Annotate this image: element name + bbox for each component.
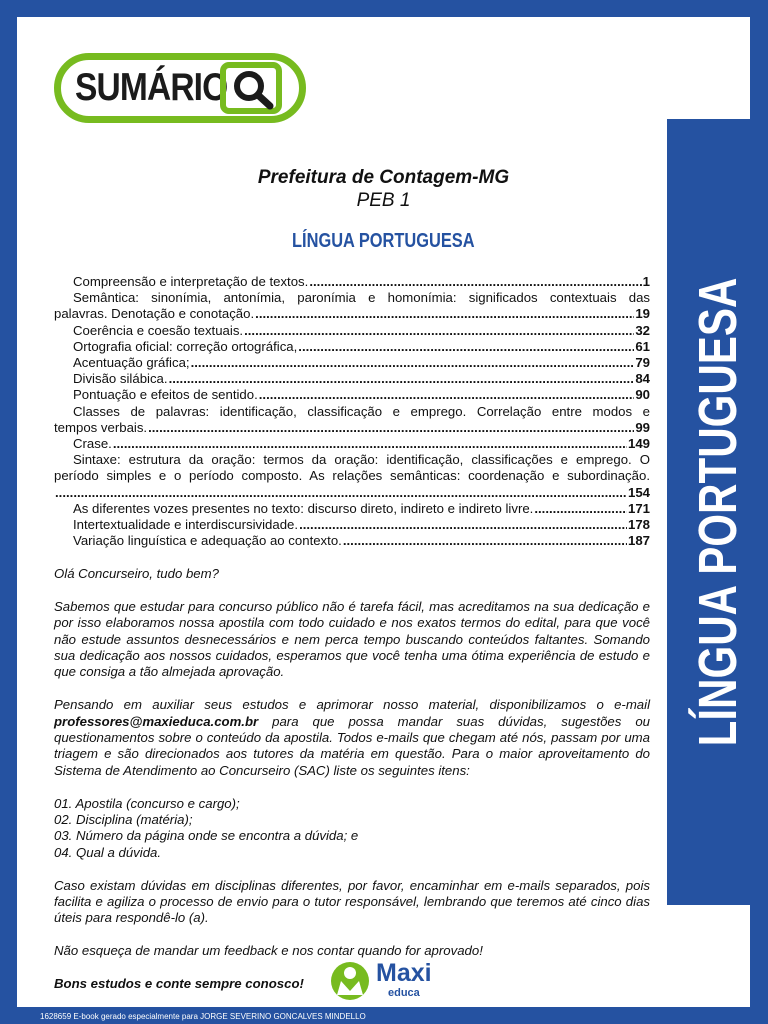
brand-name: Maxi xyxy=(376,959,432,987)
toc-page-number: 187 xyxy=(627,533,650,549)
items-list xyxy=(54,796,650,862)
maxi-educa-logo xyxy=(329,959,439,1003)
toc-page-number: 79 xyxy=(635,355,650,371)
document-title: Prefeitura de Contagem-MG xyxy=(257,167,510,188)
toc-leader xyxy=(309,274,641,290)
toc-entry-label: Compreensão e interpretação de textos. xyxy=(73,274,309,289)
list-item: 03. Número da página onde se encontra a dúvida; e xyxy=(54,828,359,844)
toc-entry-label: Intertextualidade e interdiscursividade. xyxy=(73,517,299,533)
toc-entry-label: Divisão silábica. xyxy=(73,371,168,387)
toc-entry-label: tempos verbais. xyxy=(54,419,148,435)
toc-entry[interactable] xyxy=(54,387,650,403)
list-item: 01. Apostila (concurso e cargo); xyxy=(54,795,240,811)
list-item: 02. Disciplina (matéria); xyxy=(54,812,193,828)
toc-entry[interactable] xyxy=(54,371,650,387)
toc-page-number: 84 xyxy=(635,371,650,387)
toc-leader xyxy=(298,339,634,355)
subject-heading: LÍNGUA PORTUGUESA xyxy=(292,230,475,252)
toc-entry-label: Pontuação e efeitos de sentido. xyxy=(73,387,258,403)
toc-page-number: 149 xyxy=(627,436,650,452)
toc-page-number: 99 xyxy=(635,419,650,435)
toc-page-number: 19 xyxy=(635,306,650,322)
toc-leader xyxy=(55,485,627,501)
paragraph-1: Sabemos que estudar para concurso público não é tarefa fácil, mas acreditamos na sua dedicação e por isso elaboramos nossa apostila com todo cuidado e nos exatos termos do edital, para que você não estude assuntos desnecessários e nem perca tempo buscando conteúdos faltantes. Somando sua dedicação aos nossos cuidados, esperamos que você tenha uma ótima experiência de estudo e que consiga a tão almejada aprovação. xyxy=(54,598,650,680)
paragraph-3: Caso existam dúvidas em disciplinas diferentes, por favor, encaminhar em e-mails separados, pois facilita e agiliza o processo de envio para o tutor responsável, lembrando que teremos até cinco dias úteis para respondê-lo (a). xyxy=(54,877,650,926)
intro-text xyxy=(54,566,650,1009)
toc-leader xyxy=(299,517,627,533)
toc-entry-label: Coerência e coesão textuais. xyxy=(73,322,244,338)
toc-entry-label: Variação linguística e adequação ao contexto. xyxy=(73,533,342,549)
toc-page-number: 61 xyxy=(635,338,650,354)
document-subtitle: PEB 1 xyxy=(356,190,411,211)
toc-entry[interactable] xyxy=(54,323,650,339)
toc-entry-text: Classes de palavras: identificação, classificação e emprego. Correlação entre modos e xyxy=(73,403,650,419)
toc-leader xyxy=(169,371,635,387)
logo-text: SUMÁRIO xyxy=(75,66,228,109)
toc-entry[interactable] xyxy=(54,274,650,290)
toc-entry[interactable] xyxy=(54,420,650,436)
toc-leader xyxy=(244,323,634,339)
toc-entry-label: Crase. xyxy=(73,436,112,452)
greeting: Olá Concurseiro, tudo bem? xyxy=(54,566,219,581)
toc-leader xyxy=(191,355,635,371)
brand-sub: educa xyxy=(388,987,420,999)
toc-entry-label: Ortografia oficial: correção ortográfica, xyxy=(73,338,298,354)
maxi-person-icon xyxy=(329,959,375,1003)
toc-page-number: 90 xyxy=(635,387,650,403)
toc-page-number: 32 xyxy=(635,322,650,338)
list-item: 04. Qual a dúvida. xyxy=(54,844,162,860)
toc-leader xyxy=(255,306,634,322)
toc-entry[interactable] xyxy=(54,436,650,452)
toc-leader xyxy=(343,533,627,549)
side-banner xyxy=(667,119,768,905)
toc-entry-label: Acentuação gráfica; xyxy=(73,355,190,371)
toc-page-number: 1 xyxy=(642,274,650,289)
toc-entry[interactable] xyxy=(54,306,650,322)
magnifier-icon xyxy=(220,62,288,114)
email-link[interactable]: professores@maxieduca.com.br xyxy=(54,713,259,729)
document-page xyxy=(17,17,750,1007)
paragraph-2: Pensando em auxiliar seus estudos e aprimorar nosso material, disponibilizamos o e-mail professores@maxieduca.com.br para que possa mandar suas dúvidas, sugestões ou questionamentos sobre o conteúdo da apostila. Todos e-mails que chegam até nós, passam por uma triagem e são direcionados aos tutores da matéria em questão. Para o maior aproveitamento do Sistema de Atendimento ao Concurseiro (SAC) liste os seguintes itens: xyxy=(54,697,650,778)
toc-leader xyxy=(113,436,627,452)
toc-entry-label: palavras. Denotação e conotação. xyxy=(54,306,255,322)
toc-page-number: 154 xyxy=(627,484,650,500)
toc-entry-label: As diferentes vozes presentes no texto: discurso direto, indireto e indireto livre. xyxy=(73,500,534,516)
closing-line: Bons estudos e conte sempre conosco! xyxy=(54,976,304,992)
toc-leader xyxy=(148,420,634,436)
table-of-contents xyxy=(54,274,650,549)
paragraph-4: Não esqueça de mandar um feedback e nos contar quando for aprovado! xyxy=(54,943,483,959)
toc-leader xyxy=(534,501,627,517)
sumario-logo xyxy=(54,53,306,123)
toc-entry-text: Sintaxe: estrutura da oração: termos da oração: identificação, classificações e emprego. O período simples e o período composto. As relações semânticas: coordenação e subordinação. xyxy=(54,452,650,484)
toc-entry[interactable] xyxy=(54,339,650,355)
toc-entry[interactable] xyxy=(54,501,650,517)
toc-entry[interactable] xyxy=(54,485,650,501)
toc-leader xyxy=(259,387,635,403)
toc-page-number: 178 xyxy=(627,517,650,533)
toc-entry-text: Semântica: sinonímia, antonímia, paronímia e homonímia: significados contextuais das xyxy=(73,290,650,306)
toc-entry[interactable] xyxy=(54,355,650,371)
side-banner-text: LÍNGUA PORTUGUESA xyxy=(687,277,748,747)
toc-page-number: 171 xyxy=(627,500,650,516)
footer-note: 1628659 E-book gerado especialmente para JORGE SEVERINO GONCALVES MINDELLO xyxy=(40,1012,366,1021)
toc-entry[interactable] xyxy=(54,517,650,533)
toc-entry[interactable] xyxy=(54,533,650,549)
